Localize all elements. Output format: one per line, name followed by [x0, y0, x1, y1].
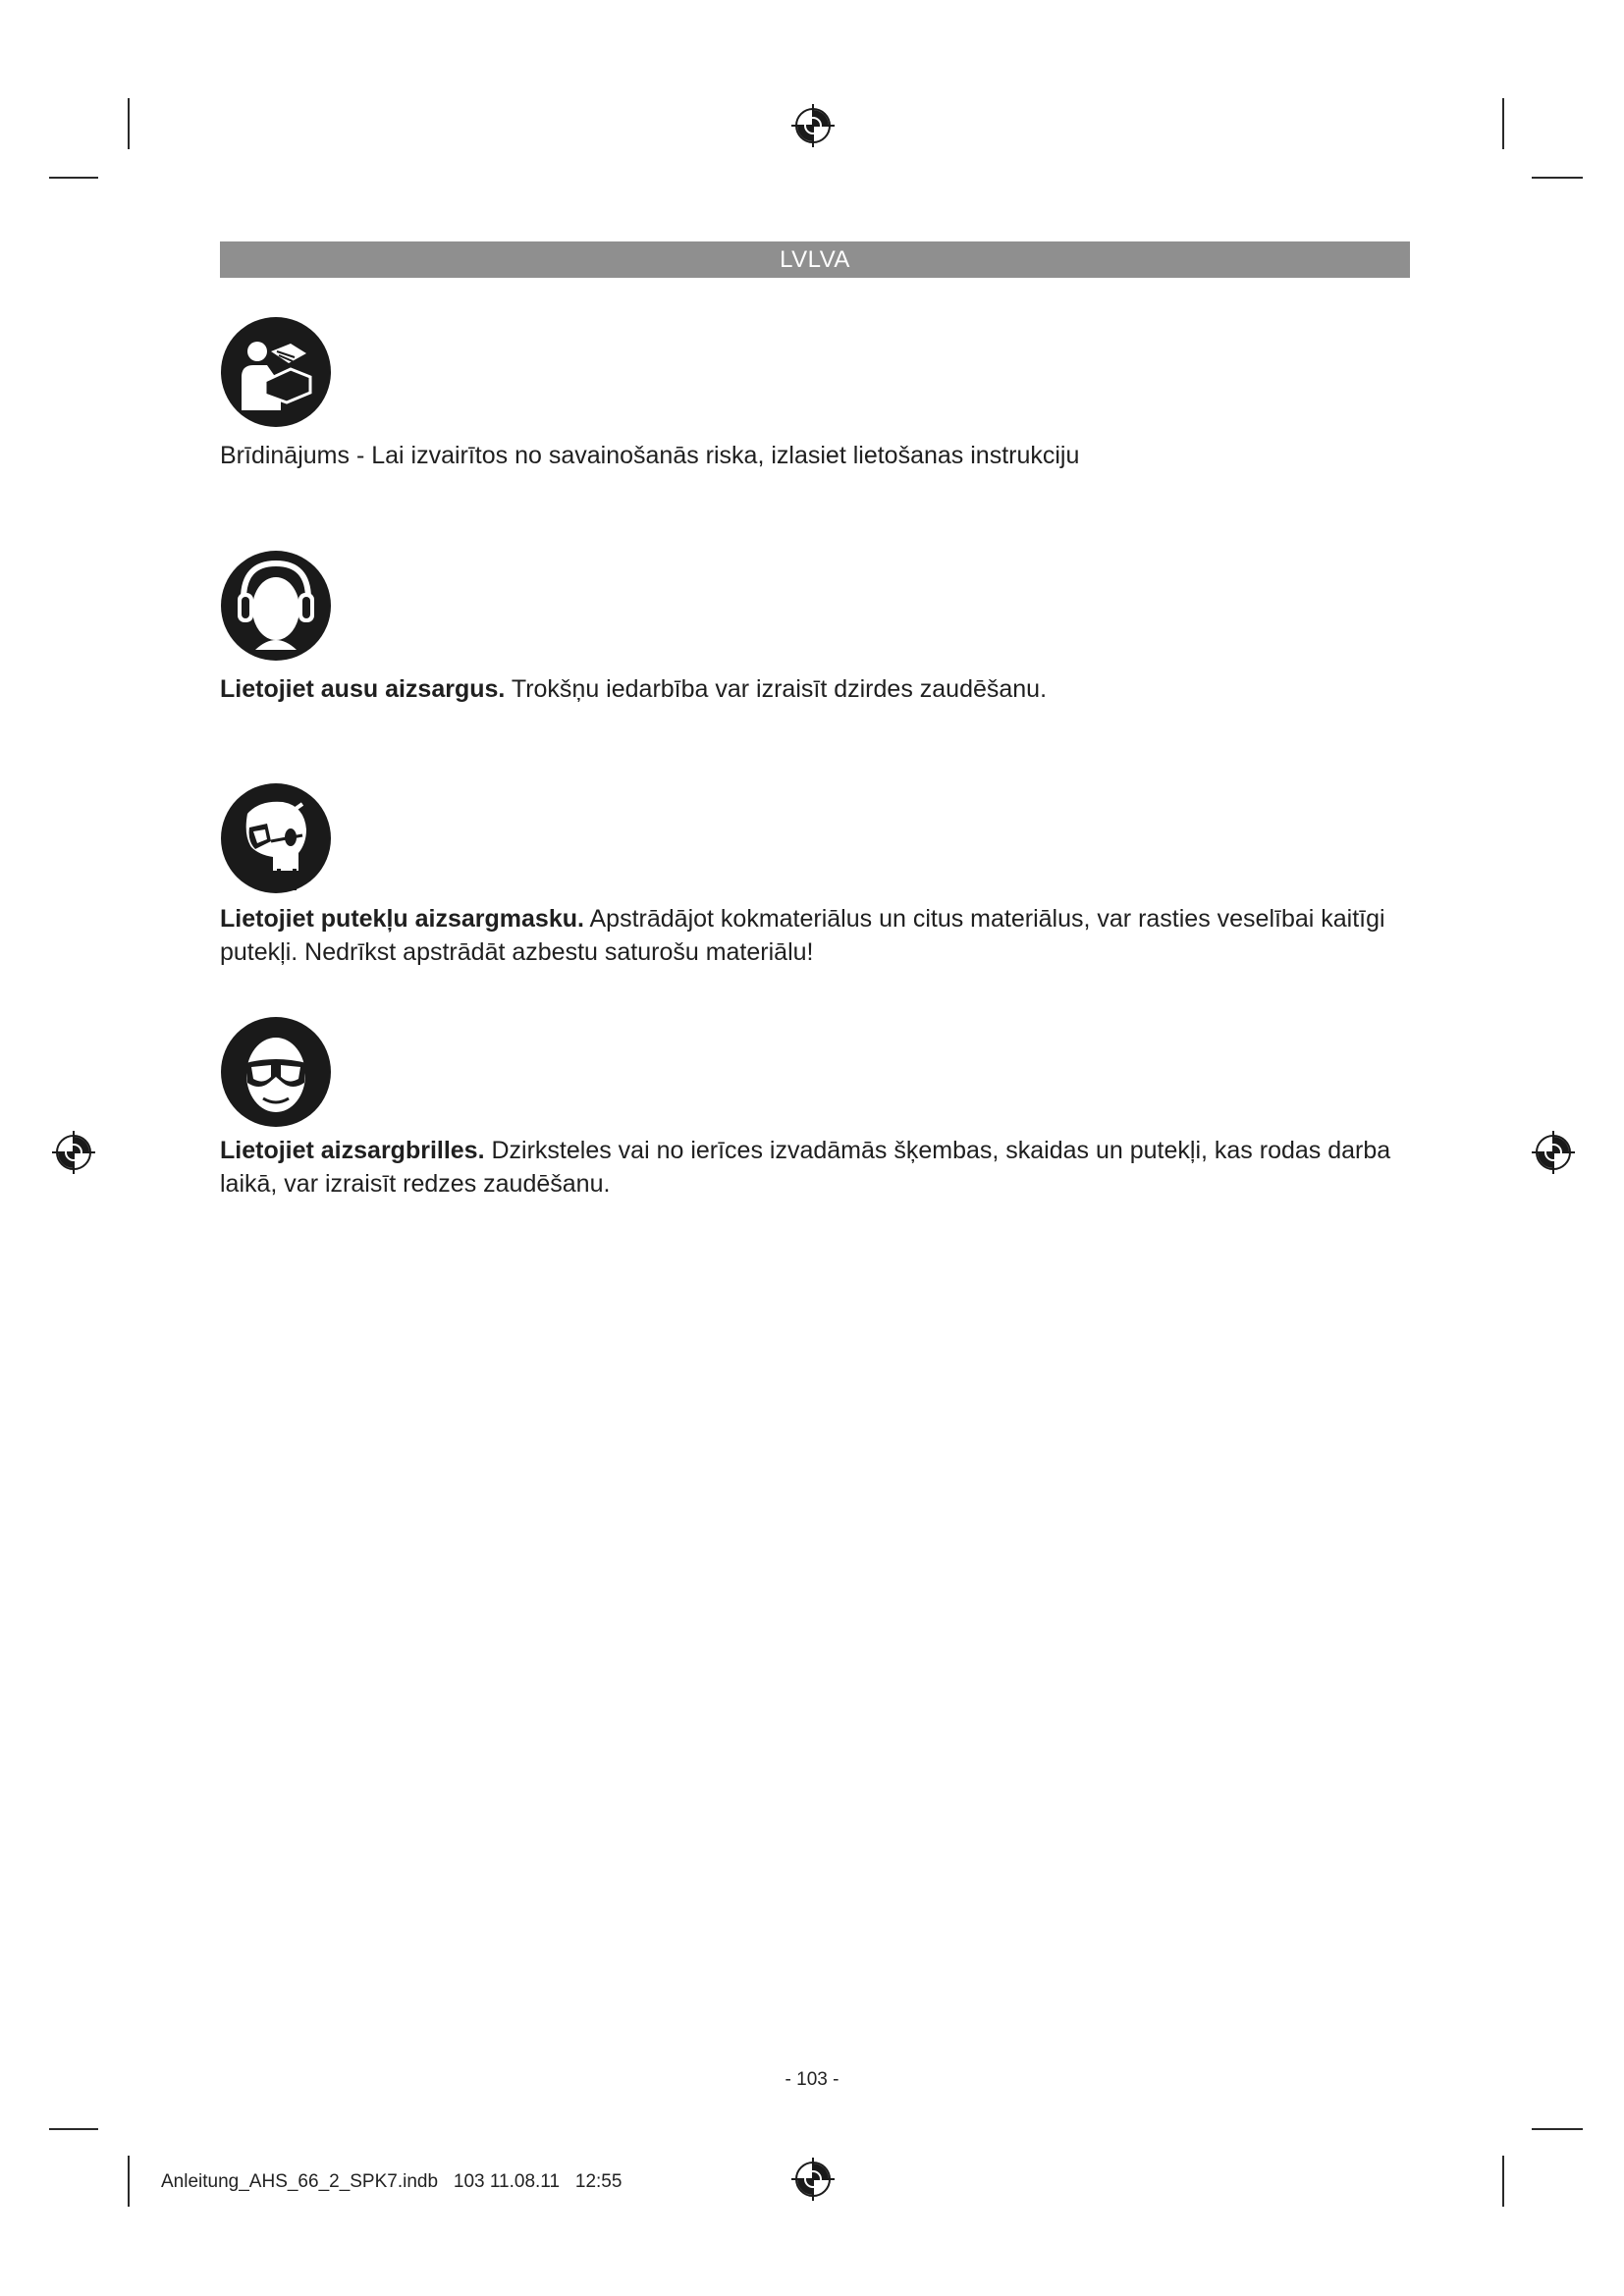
crop-mark-bottom-left-horizontal: [49, 2128, 98, 2130]
section-ear-protection-bold: Lietojiet ausu aizsargus.: [220, 675, 506, 703]
crop-mark-bottom-right-horizontal: [1532, 2128, 1583, 2130]
safety-goggles-icon: [220, 1016, 332, 1128]
dust-mask-icon: [220, 782, 332, 894]
section-ear-protection-body: Trokšņu iedarbība var izraisīt dzirdes zaudēšanu.: [505, 675, 1048, 703]
ear-protection-icon: [220, 550, 332, 662]
crop-mark-top-left-vertical: [128, 98, 130, 149]
print-slug: [161, 2171, 622, 2193]
crop-mark-bottom-right-vertical: [1502, 2156, 1504, 2207]
section-safety-goggles-bold: Lietojiet aizsargbrilles.: [220, 1137, 485, 1164]
section-safety-goggles-text: [220, 1134, 1414, 1201]
print-slug-time: 12:55: [574, 2171, 623, 2192]
registration-mark-bottom: [791, 2158, 835, 2201]
crop-mark-top-right-horizontal: [1532, 177, 1583, 179]
section-read-manual-text: [220, 439, 1414, 472]
section-dust-mask-bold: Lietojiet putekļu aizsargmasku.: [220, 905, 584, 933]
page-number: - 103 -: [785, 2069, 839, 2090]
print-slug-file: Anleitung_AHS_66_2_SPK7.indb: [161, 2171, 439, 2192]
section-ear-protection-text: [220, 672, 1414, 706]
section-safety-goggles-body: Dzirksteles vai no ierīces izvadāmās šķembas, skaidas un putekļi, kas rodas darba laikā, var izraisīt redzes zaudēšanu.: [220, 1137, 1391, 1198]
section-read-manual-body: Brīdinājums - Lai izvairītos no savainošanās riska, izlasiet lietošanas instrukciju: [220, 442, 1080, 469]
registration-mark-top: [791, 104, 835, 147]
section-dust-mask-text: [220, 902, 1414, 969]
registration-mark-left: [52, 1131, 95, 1174]
crop-mark-top-left-horizontal: [49, 177, 98, 179]
read-manual-icon: [220, 316, 332, 428]
registration-mark-right: [1532, 1131, 1575, 1174]
section-dust-mask-body: Apstrādājot kokmateriālus un citus materiālus, var rasties veselībai kaitīgi putekļi. Nedrīkst apstrādāt azbestu saturošu materiālu!: [220, 905, 1385, 966]
language-header-bar: LVLVA: [220, 241, 1410, 278]
print-slug-date: 11.08.11: [489, 2171, 561, 2192]
crop-mark-bottom-left-vertical: [128, 2156, 130, 2207]
print-slug-page: 103: [453, 2171, 485, 2192]
crop-mark-top-right-vertical: [1502, 98, 1504, 149]
